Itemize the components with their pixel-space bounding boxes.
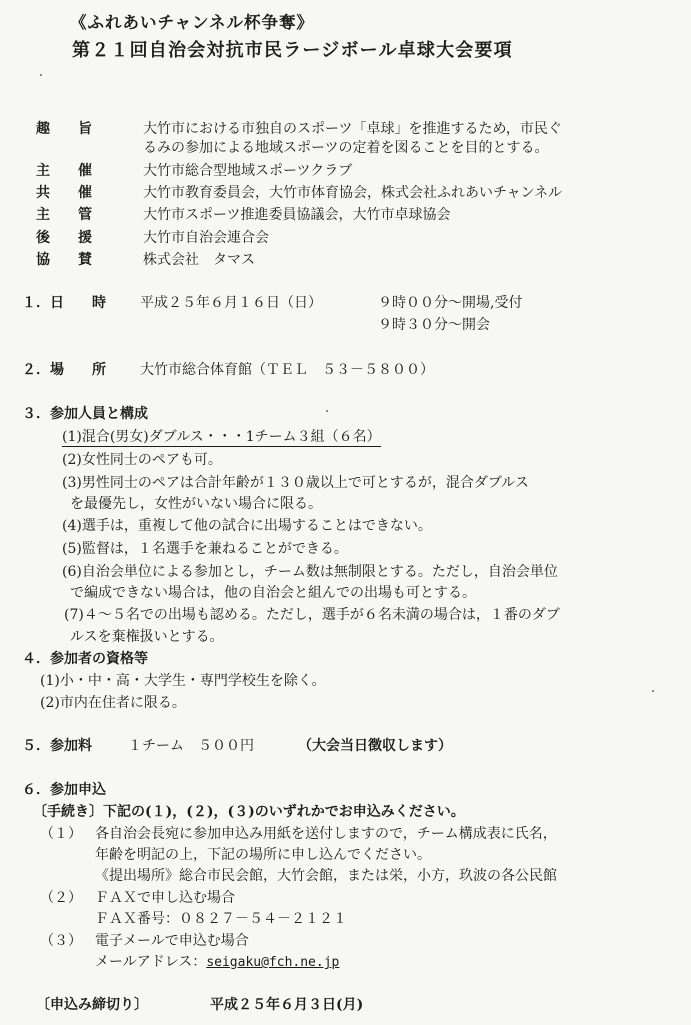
method-2-line-1: ＦＡＸで申し込む場合 bbox=[95, 890, 235, 906]
application-procedure: 〔手続き〕下記の(１)，(２)，(３)のいずれかでお申込みください。 bbox=[33, 804, 465, 820]
section-fee-label: ５．参加料 bbox=[22, 738, 92, 754]
method-3-email-row bbox=[95, 953, 339, 972]
scan-speck bbox=[652, 690, 654, 692]
deadline-value: 平成２５年６月３日(月) bbox=[210, 997, 364, 1013]
sponsor-value: 株式会社 タマス bbox=[143, 252, 255, 268]
participants-item-3: (3)男性同士のペアは合計年齢が１３０歳以上で可とするが，混合ダブルス bbox=[62, 475, 529, 491]
label-sponsor: 協 賛 bbox=[36, 252, 92, 268]
method-3-number: （３） bbox=[40, 933, 82, 949]
label-purpose: 趣 旨 bbox=[36, 121, 92, 137]
participants-item-2: (2)女性同士のペアも可。 bbox=[62, 452, 222, 468]
section-eligibility-heading: ４．参加者の資格等 bbox=[22, 651, 148, 667]
document-subtitle: 《ふれあいチャンネル杯争奪》 bbox=[70, 13, 315, 32]
co-organizer-value: 大竹市教育委員会，大竹市体育協会，株式会社ふれあいチャンネル bbox=[143, 185, 563, 201]
section-participants-heading: ３．参加人員と構成 bbox=[22, 406, 148, 422]
scan-speck bbox=[40, 74, 42, 76]
venue-value: 大竹市総合体育館（ＴＥＬ ５３－５８００） bbox=[140, 362, 434, 378]
participants-item-7-cont: ルスを棄権扱いとする。 bbox=[70, 629, 224, 645]
participants-item-4: (4)選手は，重複して他の試合に出場することはできない。 bbox=[62, 518, 432, 534]
label-support: 後 援 bbox=[36, 230, 92, 246]
scan-speck bbox=[326, 410, 328, 412]
participants-item-5: (5)監督は，１名選手を兼ねることができる。 bbox=[62, 541, 348, 557]
method-2-fax-number: ＦＡＸ番号：０８２７－５４－２１２１ bbox=[95, 911, 347, 927]
label-co-organizer: 共 催 bbox=[36, 185, 92, 201]
method-1-number: （１） bbox=[40, 826, 82, 842]
participants-item-3-cont: を最優先し，女性がいない場合に限る。 bbox=[70, 496, 322, 512]
purpose-line-1: 大竹市における市独自のスポーツ「卓球」を推進するため，市民ぐ bbox=[143, 121, 562, 137]
email-label: メールアドレス： bbox=[95, 954, 207, 970]
management-value: 大竹市スポーツ推進委員協議会，大竹市卓球協会 bbox=[143, 207, 451, 223]
purpose-line-2: るみの参加による地域スポーツの定着を図ることを目的とする。 bbox=[143, 140, 549, 156]
deadline-label: 〔申込み締切り〕 bbox=[36, 997, 148, 1013]
method-2-number: （２） bbox=[40, 890, 82, 906]
label-organizer: 主 催 bbox=[36, 163, 92, 179]
method-1-line-3: 《提出場所》総合市民会館，大竹会館，または栄，小方，玖波の各公民館 bbox=[95, 868, 557, 884]
event-time-start: ９時３０分～開会 bbox=[378, 317, 490, 333]
method-1-line-1: 各自治会長宛に参加申込み用紙を送付しますので，チーム構成表に氏名， bbox=[95, 826, 557, 842]
section-date-label: １．日 時 bbox=[22, 295, 106, 311]
event-time-open: ９時００分～開場,受付 bbox=[378, 295, 523, 311]
section-application-heading: ６．参加申込 bbox=[22, 782, 106, 798]
label-management: 主 管 bbox=[36, 207, 92, 223]
event-date: 平成２５年６月１６日（日） bbox=[140, 295, 322, 311]
eligibility-item-1: (1)小・中・高・大学生・専門学校生を除く。 bbox=[40, 673, 326, 689]
email-link[interactable]: seigaku@fch.ne.jp bbox=[206, 955, 340, 970]
method-1-line-2: 年齢を明記の上，下記の場所に申し込んでください。 bbox=[95, 847, 431, 863]
organizer-value: 大竹市総合型地域スポーツクラブ bbox=[143, 163, 353, 179]
fee-value: １チーム ５００円 bbox=[128, 738, 254, 754]
fee-note: （大会当日徴収します） bbox=[298, 738, 452, 754]
participants-item-1-text: (1)混合(男女)ダブルス・・・1チーム３組（６名） bbox=[62, 429, 381, 445]
participants-item-7: (7)４～５名での出場も認める。ただし，選手が６名未満の場合は，１番のダブ bbox=[64, 607, 560, 623]
participants-item-6: (6)自治会単位による参加とし，チーム数は無制限とする。ただし，自治会単位 bbox=[62, 564, 558, 580]
participants-item-6-cont: で編成できない場合は，他の自治会と組んでの出場も可とする。 bbox=[70, 585, 476, 601]
document-title: 第２１回自治会対抗市民ラージボール卓球大会要項 bbox=[72, 40, 513, 61]
support-value: 大竹市自治会連合会 bbox=[143, 230, 269, 246]
section-venue-label: ２．場 所 bbox=[22, 362, 106, 378]
method-3-line-1: 電子メールで申込む場合 bbox=[95, 933, 249, 949]
eligibility-item-2: (2)市内在住者に限る。 bbox=[40, 695, 186, 711]
participants-item-1 bbox=[62, 428, 381, 446]
